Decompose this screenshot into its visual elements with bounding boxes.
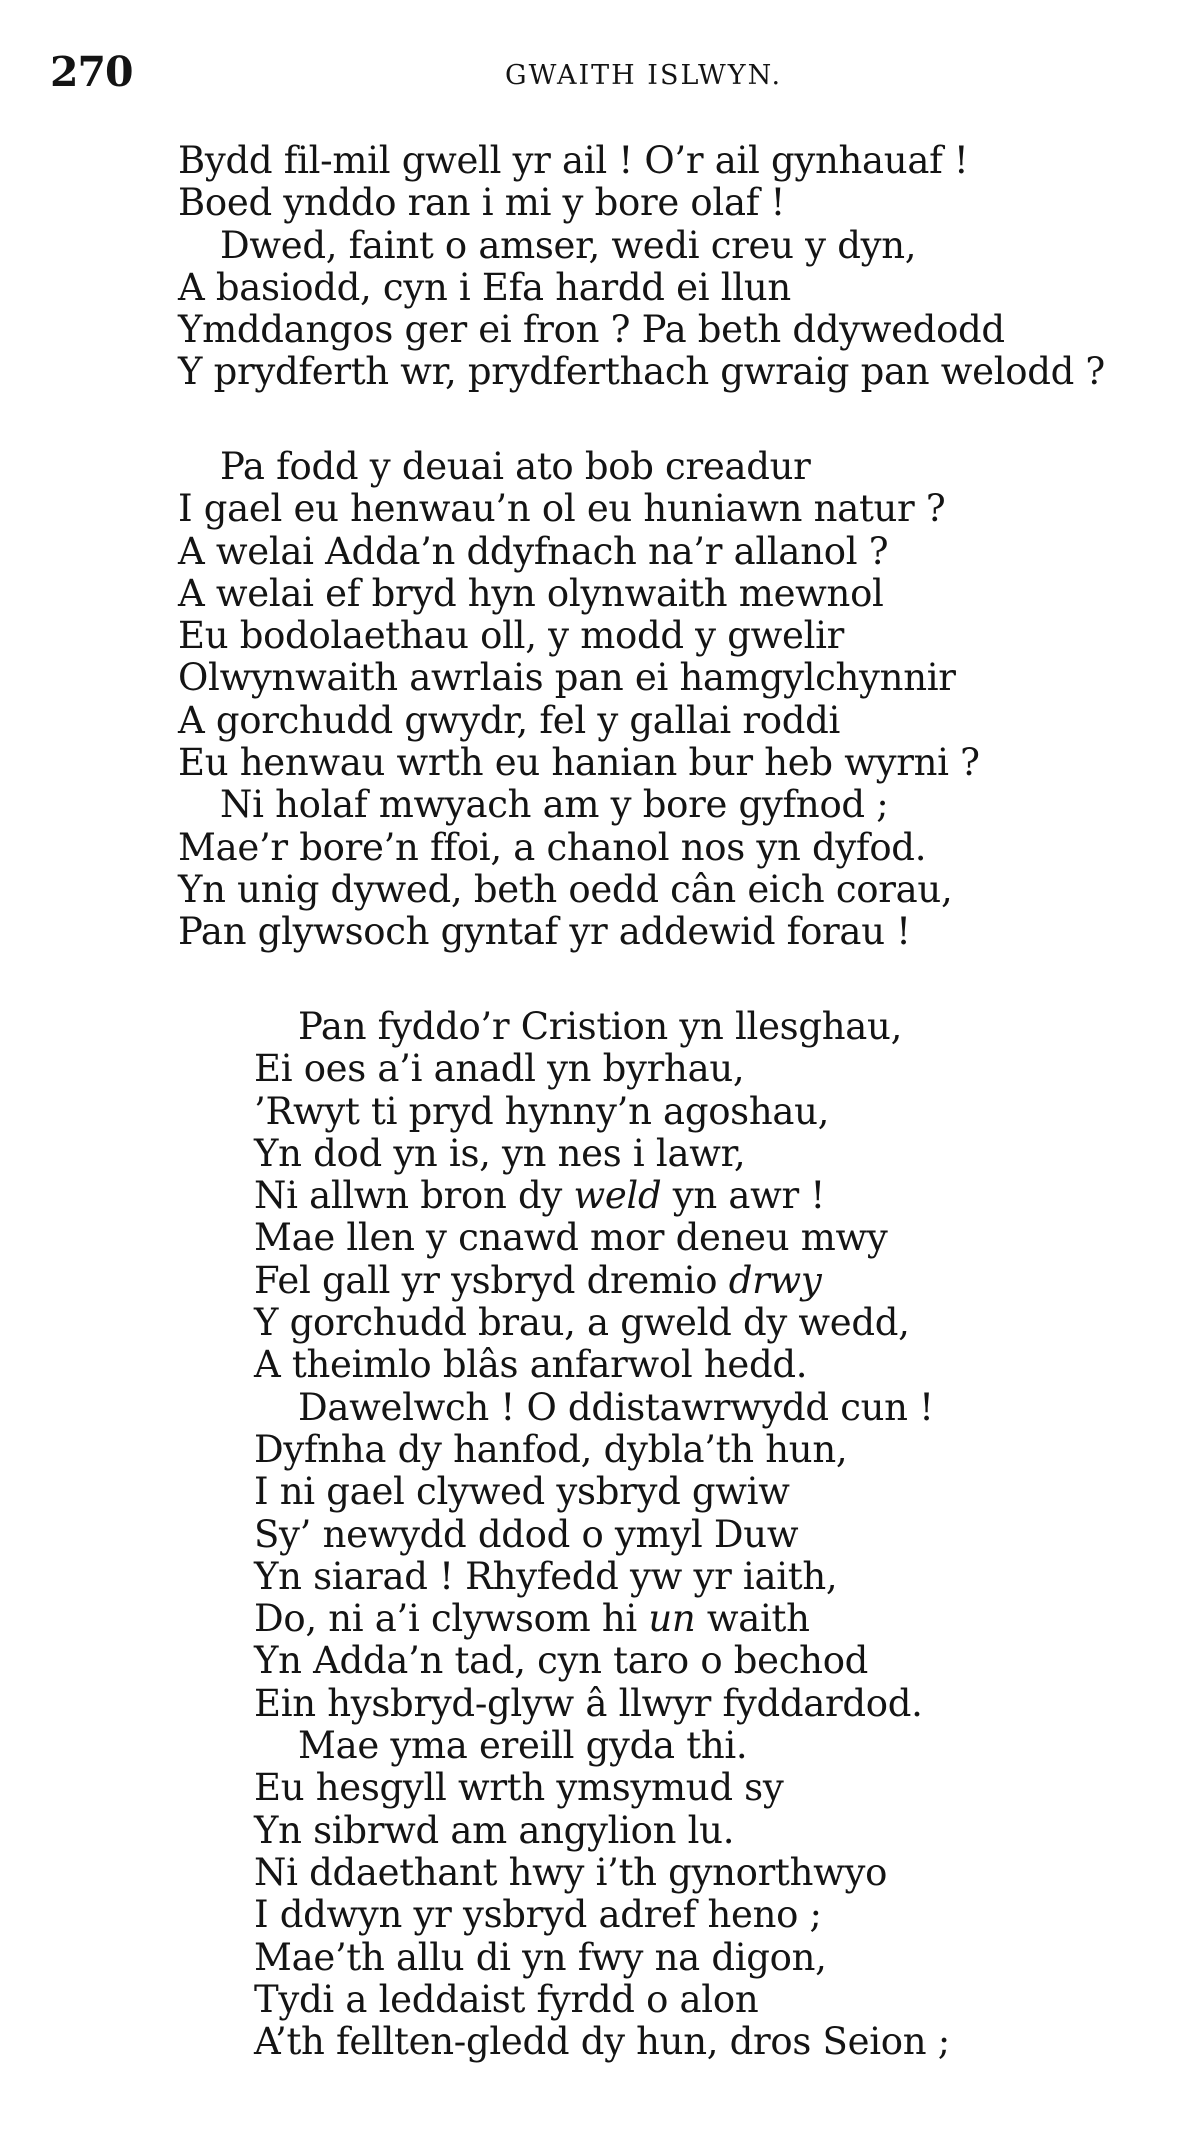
verse-line: Ymddangos ger ei fron ? Pa beth ddywedodd <box>178 308 1005 352</box>
verse-line: Ein hysbryd-glyw â llwyr fyddardod. <box>254 1681 923 1725</box>
verse-line: A welai ef bryd hyn olynwaith mewnol <box>178 571 884 615</box>
verse-line: Pan fyddo’r Cristion yn llesghau, <box>298 1005 903 1048</box>
stanza-1 <box>178 140 1105 394</box>
verse-line: Bydd fil-mil gwell yr ail ! O’r ail gynhauaf ! <box>178 139 969 182</box>
verse-line: Dwed, faint o amser, wedi creu y dyn, <box>220 223 917 267</box>
verse-line: Yn Adda’n tad, cyn taro o bechod <box>254 1639 869 1683</box>
verse-line: Olwynwaith awrlais pan ei hamgylchynnir <box>178 656 956 700</box>
verse-text: Ni allwn bron dy <box>254 1174 574 1218</box>
verse-line: Boed ynddo ran i mi y bore olaf ! <box>178 181 786 225</box>
verse-line: Pan glywsoch gyntaf yr addewid forau ! <box>178 910 911 954</box>
verse-line: Tydi a leddaist fyrdd o alon <box>254 1977 759 2021</box>
italic-word: un <box>648 1597 696 1641</box>
verse-line: I ddwyn yr ysbryd adref heno ; <box>254 1893 822 1937</box>
verse-line: Mae’th allu di yn fwy na digon, <box>254 1935 827 1979</box>
verse-line: A theimlo blâs anfarwol hedd. <box>254 1343 808 1387</box>
verse-line: Yn sibrwd am angylion lu. <box>254 1808 735 1852</box>
verse-line: A’th fellten-gledd dy hun, dros Seion ; <box>254 2020 950 2064</box>
verse-line: Mae’r bore’n ffoi, a chanol nos yn dyfod. <box>178 825 927 869</box>
verse-line: Y gorchudd brau, a gweld dy wedd, <box>254 1301 910 1345</box>
verse-line: Mae llen y cnawd mor deneu mwy <box>254 1216 888 1260</box>
verse-text: waith <box>695 1597 810 1641</box>
verse-line: A basiodd, cyn i Efa hardd ei llun <box>178 265 791 309</box>
verse-line: Sy’ newydd ddod o ymyl Duw <box>254 1512 799 1556</box>
verse-line: Y prydferth wr, prydferthach gwraig pan welodd ? <box>178 350 1105 394</box>
verse-line: Yn unig dywed, beth oedd cân eich corau, <box>178 867 953 911</box>
verse-text: Do, ni a’i clywsom hi <box>254 1597 649 1641</box>
verse-line <box>254 1598 950 1640</box>
verse-text: Fel gall yr ysbryd dremio <box>254 1258 729 1302</box>
verse-line: Yn siarad ! Rhyfedd yw yr iaith, <box>254 1554 838 1598</box>
running-head: GWAITH ISLWYN. <box>505 60 783 91</box>
verse-line: A welai Adda’n ddyfnach na’r allanol ? <box>178 529 889 573</box>
italic-word: drwy <box>728 1258 822 1302</box>
page-number: 270 <box>50 48 133 96</box>
page-header <box>0 48 1189 108</box>
verse-line: Ei oes a’i anadl yn byrhau, <box>254 1047 745 1091</box>
verse-line: I ni gael clywed ysbryd gwiw <box>254 1470 790 1514</box>
italic-word: weld <box>573 1174 662 1218</box>
verse-text: yn awr ! <box>661 1174 825 1218</box>
verse-line: Ni holaf mwyach am y bore gyfnod ; <box>220 783 889 827</box>
verse-line: Eu hesgyll wrth ymsymud sy <box>254 1766 784 1810</box>
verse-line: Dyfnha dy hanfod, dybla’th hun, <box>254 1427 848 1471</box>
verse-line: ’Rwyt ti pryd hynny’n agoshau, <box>254 1089 830 1133</box>
verse-line: Mae yma ereill gyda thi. <box>298 1724 748 1768</box>
verse-line <box>254 1260 950 1302</box>
verse-line <box>254 1175 950 1217</box>
verse-line: A gorchudd gwydr, fel y gallai roddi <box>178 698 841 742</box>
verse-line: Ni ddaethant hwy i’th gynorthwyo <box>254 1850 888 1894</box>
verse-line: Eu henwau wrth eu hanian bur heb wyrni ? <box>178 741 980 785</box>
stanza-3 <box>254 1006 950 2063</box>
verse-line: I gael eu henwau’n ol eu huniawn natur ? <box>178 487 946 531</box>
stanza-2 <box>178 446 980 954</box>
verse-line: Pa fodd y deuai ato bob creadur <box>220 445 811 488</box>
verse-line: Eu bodolaethau oll, y modd y gwelir <box>178 614 845 658</box>
verse-line: Yn dod yn is, yn nes i lawr, <box>254 1131 746 1175</box>
verse-line: Dawelwch ! O ddistawrwydd cun ! <box>298 1385 934 1429</box>
